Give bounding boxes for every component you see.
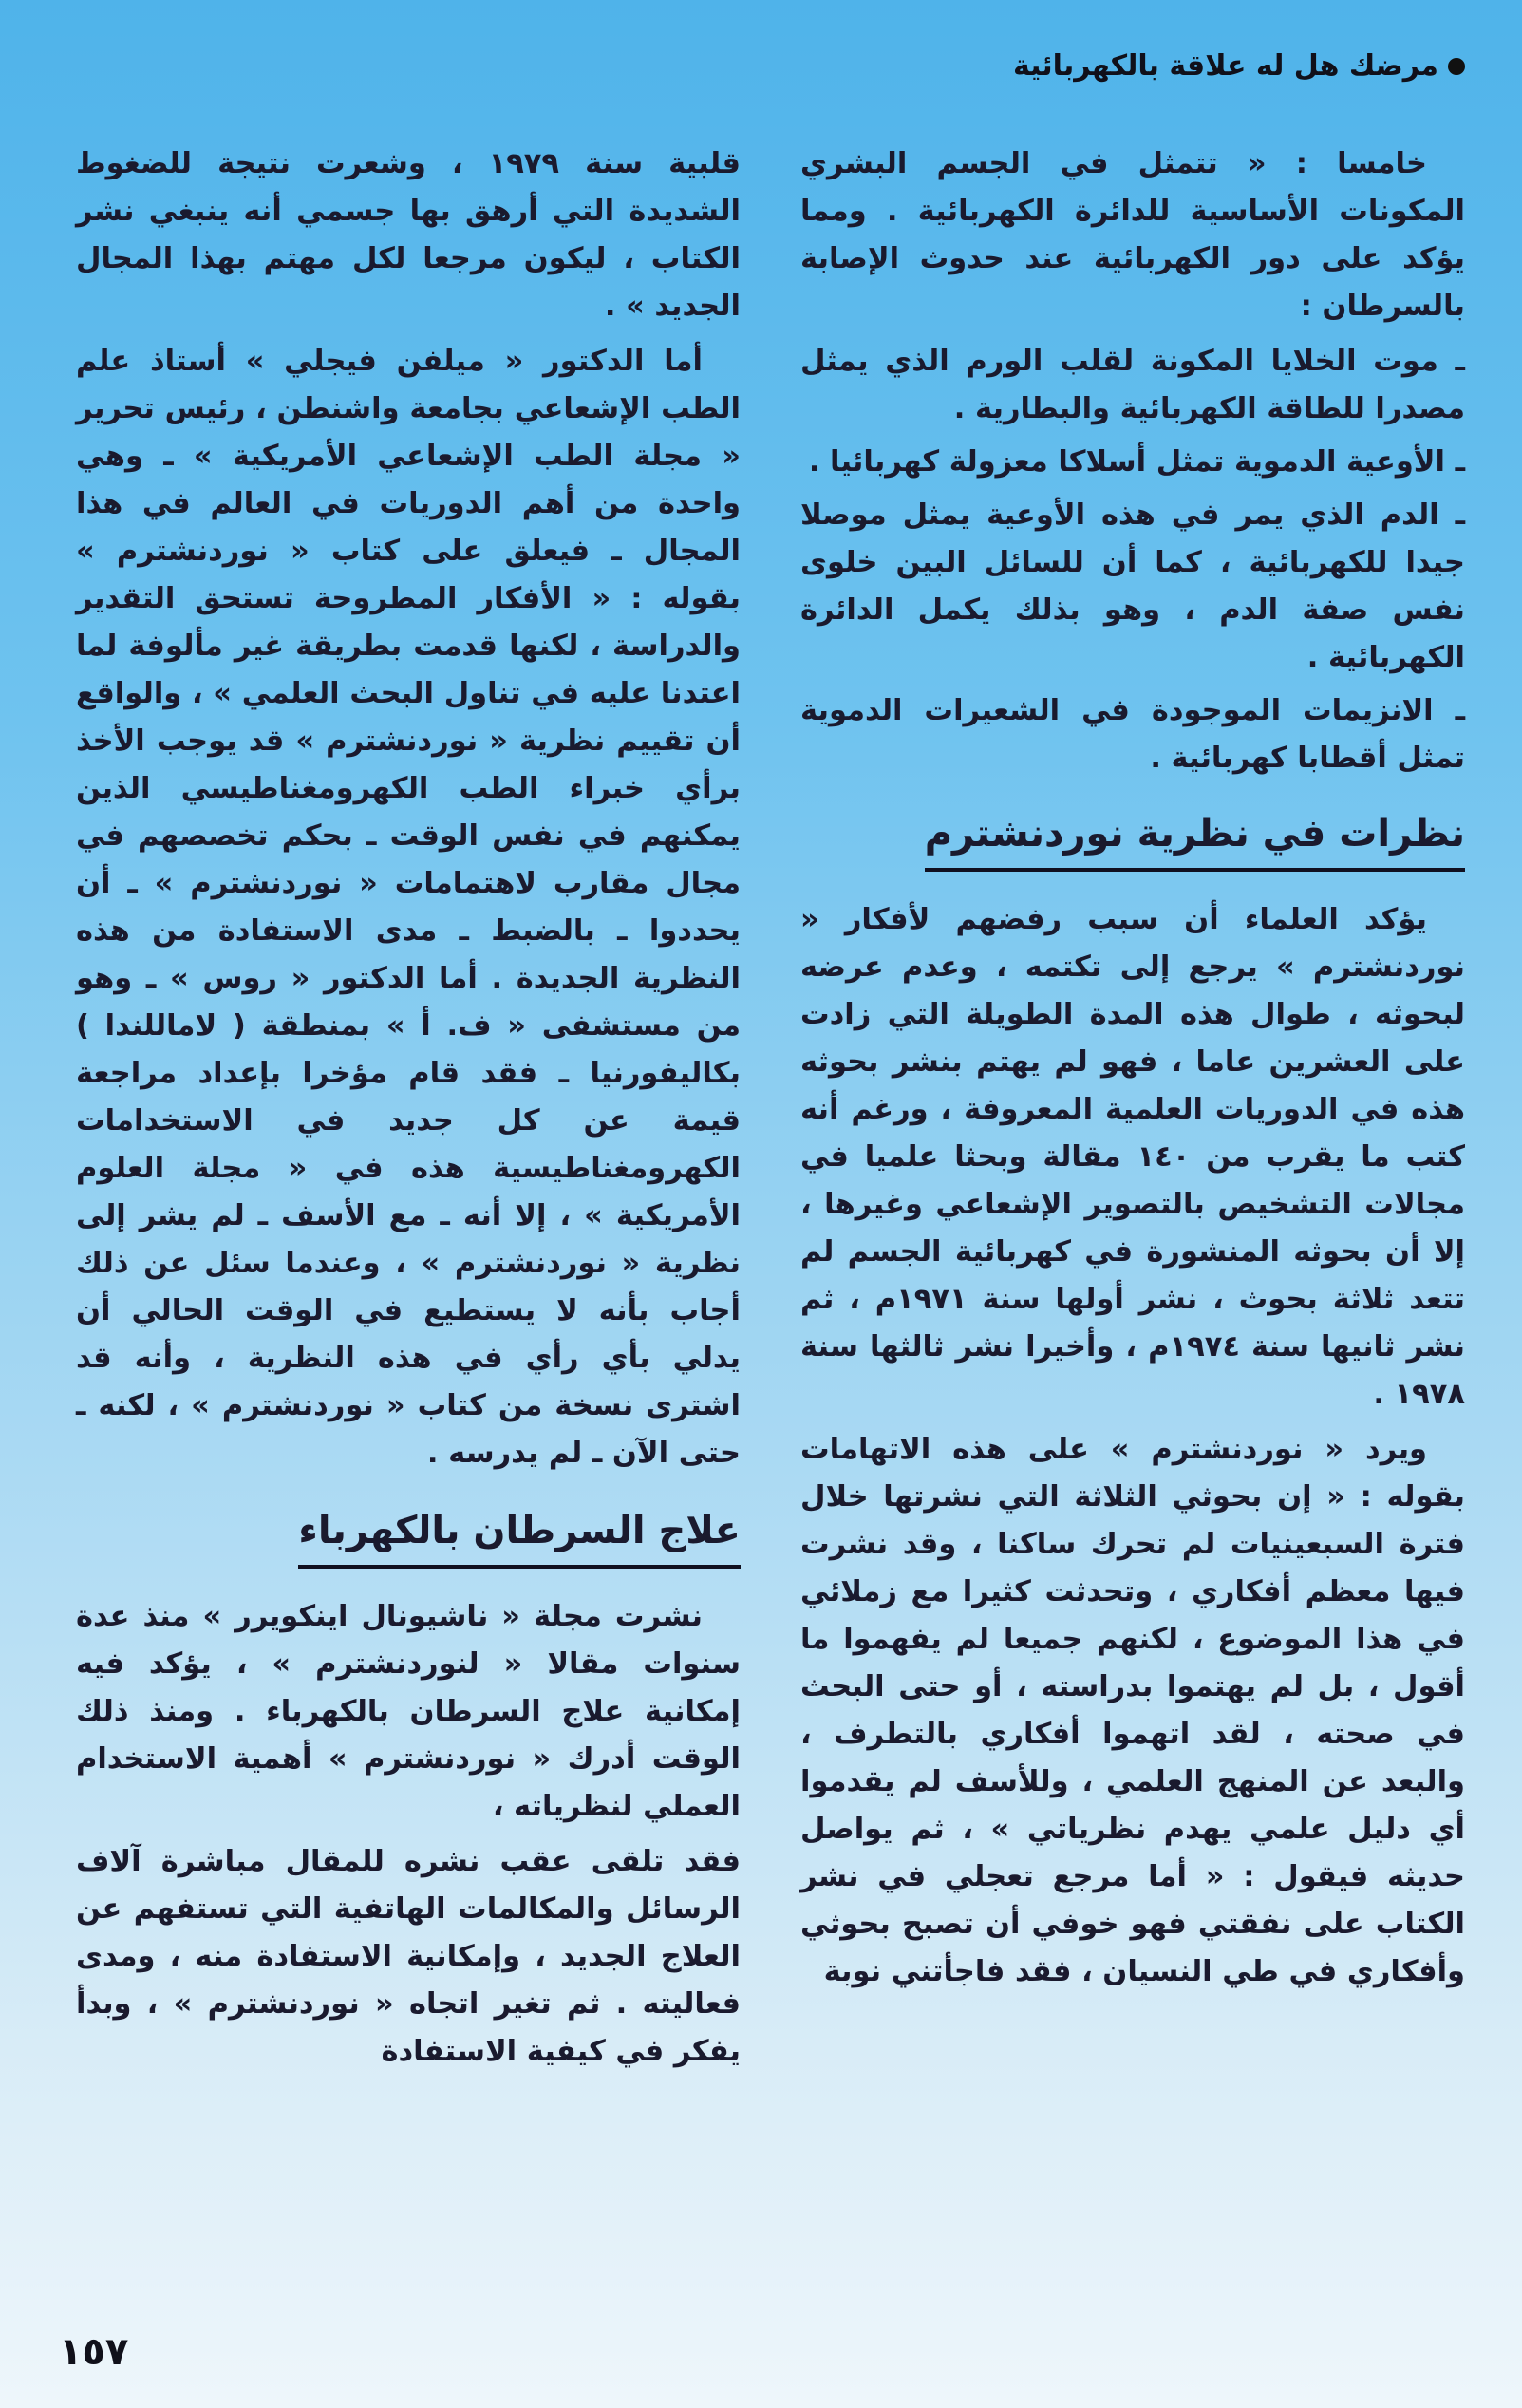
running-header-title: مرضك هل له علاقة بالكهربائية [1012,49,1438,83]
paragraph: يؤكد العلماء أن سبب رفضهم لأفكار « نوردنشترم » يرجع إلى تكتمه ، وعدم عرضه لبحوثه ، طوال هذه المدة الطويلة التي زادت على العشرين عاما ، فهو لم يهتم بنشر بحوثه هذه في الدوريات العلمية المعروفة ، ورغم أنه كتب ما يقرب من ١٤٠ مقالة وبحثا علميا في مجالات التشخيص بالتصوير الإشعاعي وغيرها ، إلا أن بحوثه المنشورة في كهربائية الجسم لم تتعد ثلاثة بحوث ، نشر أولها سنة ١٩٧١م ، ثم نشر ثانيها سنة ١٩٧٤م ، وأخيرا نشر ثالثها سنة ١٩٧٨ . [800,903,1466,1411]
paragraph: خامسا : « تتمثل في الجسم البشري المكونات الأساسية للدائرة الكهربائية . ومما يؤكد على دور الكهربائية عند حدوث الإصابة بالسرطان : [800,147,1465,323]
paragraph: قلبية سنة ١٩٧٩ ، وشعرت نتيجة للضغوط الشديدة التي أرهق بها جسمي أنه ينبغي نشر الكتاب ، ليكون مرجعا لكل مهتم بهذا المجال الجديد » . [76,147,742,323]
left-column [76,141,741,2083]
list-item: ـ الأوعية الدموية تمثل أسلاكا معزولة كهربائيا . [808,445,1465,479]
list-item: ـ الانزيمات الموجودة في الشعيرات الدموية تمثل أقطابا كهربائية . [800,694,1465,775]
right-column [800,141,1465,2004]
section-heading: علاج السرطان بالكهرباء [298,1502,741,1569]
paragraph: أما الدكتور « ميلفن فيجلي » أستاذ علم الطب الإشعاعي بجامعة واشنطن ، رئيس تحرير « مجلة الطب الإشعاعي الأمريكية » ـ وهي واحدة من أهم الدوريات في العالم في هذا المجال ـ فيعلق على كتاب « نوردنشترم » بقوله : « الأفكار المطروحة تستحق التقدير والدراسة ، لكنها قدمت بطريقة غير مألوفة لما اعتدنا عليه في تناول البحث العلمي » ، والواقع أن تقييم نظرية « نوردنشترم » قد يوجب الأخذ برأي خبراء الطب الكهرومغناطيسي الذين يمكنهم في نفس الوقت ـ بحكم تخصصهم في مجال مقارب لاهتمامات « نوردنشترم » ـ أن يحددوا ـ بالضبط ـ مدى الاستفادة من هذه النظرية الجديدة . أما الدكتور « روس » ـ وهو من مستشفى « ف. أ » بمنطقة ( لاماللندا ) بكاليفورنيا ـ فقد قام مؤخرا بإعداد مراجعة قيمة عن كل جديد في الاستخدامات الكهرومغناطيسية هذه في « مجلة العلوم الأمريكية » ، إلا أنه ـ مع الأسف ـ لم يشر إلى نظرية « نوردنشترم » ، وعندما سئل عن ذلك أجاب بأنه لا يستطيع في الوقت الحالي أن يدلي بأي رأي في هذه النظرية ، وأنه قد اشترى نسخة من كتاب « نوردنشترم » ، لكنه ـ حتى الآن ـ لم يدرسه . [76,345,741,1470]
section-heading: نظرات في نظرية نوردنشترم [925,805,1465,872]
page-number: ١٥٧ [59,2330,129,2374]
paragraph: فقد تلقى عقب نشره للمقال مباشرة آلاف الرسائل والمكالمات الهاتفية التي تستفهم عن العلاج الجديد ، وإمكانية الاستفادة منه ، ومدى فعاليته . ثم تغير اتجاه « نوردنشترم » ، وبدأ يفكر في كيفية الاستفادة [76,1845,741,2068]
paragraph: نشرت مجلة « ناشيونال اينكويرر » منذ عدة سنوات مقالا « لنوردنشترم » ، يؤكد فيه إمكانية علاج السرطان بالكهرباء . ومنذ ذلك الوقت أدرك « نوردنشترم » أهمية الاستخدام العملي لنظرياته ، [76,1600,741,1823]
paragraph: ويرد « نوردنشترم » على هذه الاتهامات بقوله : « إن بحوثي الثلاثة التي نشرتها خلال فترة السبعينيات لم تحرك ساكنا ، وقد نشرت فيها معظم أفكاري ، وتحدثت كثيرا مع زملائي في هذا الموضوع ، لكنهم جميعا لم يفهموا ما أقول ، بل لم يهتموا بدراسته ، أو حتى البحث في صحته ، لقد اتهموا أفكاري بالتطرف ، والبعد عن المنهج العلمي ، وللأسف لم يقدموا أي دليل علمي يهدم نظرياتي » ، ثم يواصل حديثه فيقول : « أما مرجع تعجلي في نشر الكتاب على نفقتي فهو خوفي أن تصبح بحوثي وأفكاري في طي النسيان ، فقد فاجأتني نوبة [800,1433,1465,1988]
bullet-icon [1448,58,1465,75]
running-header [800,49,1465,83]
list-item: ـ الدم الذي يمر في هذه الأوعية يمثل موصلا جيدا للكهربائية ، كما أن للسائل البين خلوى نفس صفة الدم ، وهو بذلك يكمل الدائرة الكهربائية . [800,499,1465,674]
list-item: ـ موت الخلايا المكونة لقلب الورم الذي يمثل مصدرا للطاقة الكهربائية والبطارية . [800,345,1465,425]
